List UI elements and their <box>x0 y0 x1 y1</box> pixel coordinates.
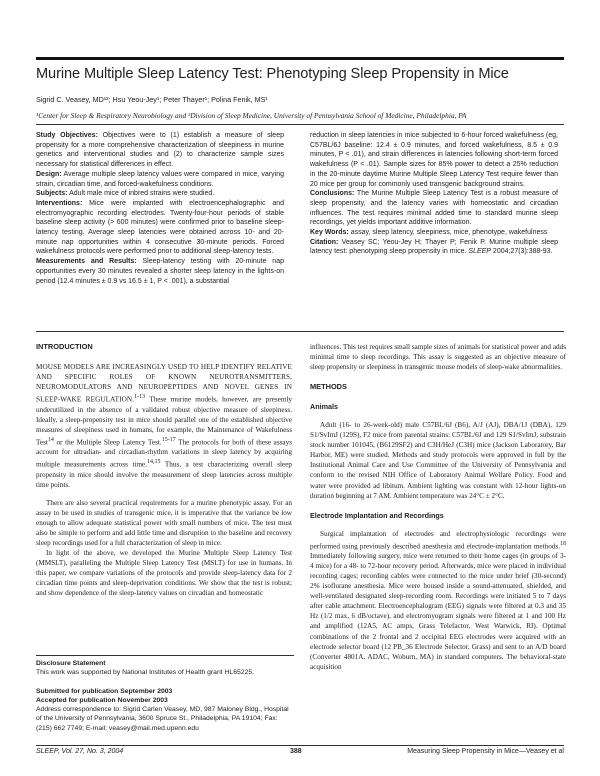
abstract-subjects: Subjects: Adult male mice of inbred strains were studied. <box>36 190 215 198</box>
abstract-objectives: Study Objectives: Objectives were to (1) establish a measure of sleep propensity for a more comprehensive characterization of sleepiness in murine genetics and interventional studies and (2) to characterize sample sizes necessary for statistical differences in effect. <box>36 132 284 169</box>
animals-heading: Animals <box>310 402 338 412</box>
disclosure-heading: Disclosure Statement <box>36 660 106 667</box>
abstract-keywords: Key Words: assay, sleep latency, sleepiness, mice, phenotype, wakefulness <box>310 229 548 237</box>
abstract-left-column <box>36 131 284 286</box>
notes-divider <box>36 655 294 656</box>
abstract-design: Design: Average multiple sleep latency values were compared in mice, varying strain, circadian time, and forced-wakefulness conditions. <box>36 170 284 188</box>
abstract-citation: Citation: Veasey SC; Yeou-Jey H; Thayer P; Fenik P. Murine multiple sleep latency test: phenotyping sleep propensity in mice. SLEEP 2004;27(3):388-93. <box>310 238 558 256</box>
header-divider <box>36 124 564 125</box>
author-list: Sigrid C. Veasey, MD¹²; Hsu Yeou-Jey¹; Peter Thayer¹; Polina Fenik, MS¹ <box>36 95 268 104</box>
disclosure-notes <box>36 659 294 733</box>
footer-rule <box>36 745 564 746</box>
intro-paragraph-2: There are also several practical requirements for a murine phenotypic assay. For an assay to be used in studies of transgenic mice, it is imperative that the variance be low enough to allow adequate statistical power with small numbers of mice. The test must also be simple to perform and add little time and disruption to the baseline and recovery sleep recordings used for a full characterization of sleep in mice. <box>36 498 292 547</box>
intro-heading: INTRODUCTION <box>36 342 93 351</box>
electrode-paragraph: Surgical implantation of electrodes and electrophysiologic recordings were performed using previously described anesthesia and electrode-implantation methods.$^{18}$ Immediately following surgery, mice were returned to their home cages (in groups of 3-4 mice) for a 48- to 72-hour recovery period. Afterwards, mice were placed in individual recording cages; recording cables were connected to the mice under brief (30-second) 2% isoflurane anesthesia. Mice were housed inside a sound-attenuated, shielded, and well-ventilated designated sleep-recording room. Recordings were initiated 5 to 7 days after cable attachment. Electroencephalogram (EEG) signals were filtered at 0.3 and 35 Hz (1/2 max, 6 dB/octave), and electromyogram signals were filtered at 1 and 100 Hz and amplified (12A5, AC amps, Grass Telefactor, West Warwick, RI). Optimal combinations of the 2 frontal and 2 occipital EEG electrodes were acquired with an electrode selector board (12 PB_36 Electrode Selector, Grass) and sent to an A/D board (Converter 4801A, ADAC, Woburn, MA) in standard computers. The behavioral-state acquisition <box>310 529 566 671</box>
journal-footer: SLEEP, Vol. 27, No. 3, 2004 <box>36 748 124 755</box>
electrode-heading: Electrode Implantation and Recordings <box>310 510 444 520</box>
abstract-interventions: Interventions: Mice were implanted with electroencephalographic and electromyographic recording electrodes. Twenty-four-hour periods of stable baseline sleep activity (> 600 minutes) were confirmed prior to baseline sleep-latency testing. Average sleep latencies were obtained across 10- and 20-minute nap opportunities within 4 consecutive 30-minute periods. Forced wakefulness protocols were performed prior to additional sleep-latency tests. <box>36 199 284 256</box>
accepted-date: Accepted for publication November 2003 <box>36 696 168 704</box>
page-number: 388 <box>290 748 302 755</box>
paper-title: Murine Multiple Sleep Latency Test: Phenotyping Sleep Propensity in Mice <box>36 66 509 82</box>
top-rule <box>36 57 564 60</box>
animals-paragraph: Adult (16- to 26-week-old) male C57BL/6J (B6), A/J (AJ), DBA/1J (DBA), 129 S1/SvImJ (129S), F2 mice from parental strains: C57BL/6J and 129 S1/SvImJ, substrain stock number 101045, (B6129SF2) and C3H/HeJ (C3H) mice (Jackson Laboratory, Bar Harbor, ME) were studied. Methods and study protocols were approved in full by the Institutional Animal Care and Use Committee of the University of Pennsylvania and conform to the revised NIH Office of Laboratory Animal Welfare Policy. Food and water were provided ad libitum. Ambient lighting was constant with 12-hour lights-on duration beginning at 7 AM. Ambient temperature was 24°C ± 2°C. <box>310 421 566 500</box>
abstract-measurements: Measurements and Results: Sleep-latency testing with 20-minute nap opportunities every 30 minutes revealed a shorter sleep latency in the lights-on period (12.4 minutes ± 0.9 vs 16.5 ± 1, P < .001), a substantial <box>36 258 284 285</box>
disclosure-text: This work was supported by National Institutes of Health grant HL65225. <box>36 669 254 677</box>
affiliation: ¹Center for Sleep & Respiratory Neurobiology and ²Division of Sleep Medicine, University of Pennsylvania School of Medicine, Philadelphia, PA <box>36 111 467 120</box>
intro-paragraph-3-cont: influences. This test requires small sample sizes of animals for statistical power and adds minimal time to sleep recordings. This assay is suggested as an objective measure of sleep propensity or sleepiness in transgenic mouse models of sleep-wake abnormalities. <box>310 343 566 372</box>
body-left-column <box>36 342 292 598</box>
abstract-measurements-cont: reduction in sleep latencies in mice subjected to 6-hour forced wakefulness (eg, C57BL/6J baseline: 12.4 ± 0.9 minutes, and forced wakefulness, 8.5 ± 0.9 minutes, P < .01), and strain differences in latencies following short-term forced wakefulness (P < .01). Sample sizes for 85% power to detect a 25% reduction in the 20-minute daytime Murine Multiple Sleep Latency Test require fewer than 20 mice per group for commonly used transgenic background strains. <box>310 132 558 188</box>
methods-heading: METHODS <box>310 382 347 392</box>
correspondence-address: Address correspondence to: Sigrid Carlen Veasey, MD, 987 Maloney Bldg., Hospital of the University of Pennsylvania, 3600 Spruce St., Philadelphia, PA 19104; Fax: (215) 662 7749; E-mail: veasey@mail.med.upenn.edu <box>36 706 289 732</box>
body-right-column <box>310 342 566 672</box>
intro-paragraph-3: In light of the above, we developed the Murine Multiple Sleep Latency Test (MMSLT), paralleling the Multiple Sleep Latency Test (MSLT) for use in humans. In this paper, we compare variations of the protocols and provide sleep-latency data for 2 circadian time points and sleep-deprivation conditions. We show that the test is robust; and show dependence of the sleep-latency values on circadian and homeostatic <box>36 549 292 598</box>
intro-paragraph-1: MOUSE MODELS ARE INCREASINGLY USED TO HELP IDENTIFY RELATIVE AND SPECIFIC ROLES OF KNOWN NEUROTRANSMITTERS, NEUROMODULATORS AND NEUROPEPTIDES AND NOVEL GENES IN SLEEP-WAKE REGULATION.$^{1-13}$ These murine models, however, are presently underutilized in the absence of a validated robust objective measure of sleepiness. Ideally, a sleep-propensity test in mice should parallel one of the established objective measures of sleepiness used in humans, for example, the Maintenance of Wakefulness Test$^{14}$ or the Multiple Sleep Latency Test.$^{15-17}$ The protocols for both of these assays account for ultradian- and circadian-rhythm variations in sleep latency by acquiring multiple measurements across time.$^{14,15}$ Thus, a test characterizing overall sleep propensity in mice should involve the measurement of sleep latencies across multiple time points. <box>36 363 293 489</box>
running-title: Measuring Sleep Propensity in Mice—Veasey et al <box>407 748 564 755</box>
submitted-date: Submitted for publication September 2003 <box>36 687 173 695</box>
abstract-divider <box>36 331 564 332</box>
abstract-conclusions: Conclusions: The Murine Multiple Sleep Latency Test is a robust measure of sleep propensity, and the latency varies with homeostatic and circadian influences. The test requires minimal added time to standard murine sleep recordings, yet yields important additive information. <box>310 190 558 227</box>
abstract-right-column <box>310 131 558 257</box>
